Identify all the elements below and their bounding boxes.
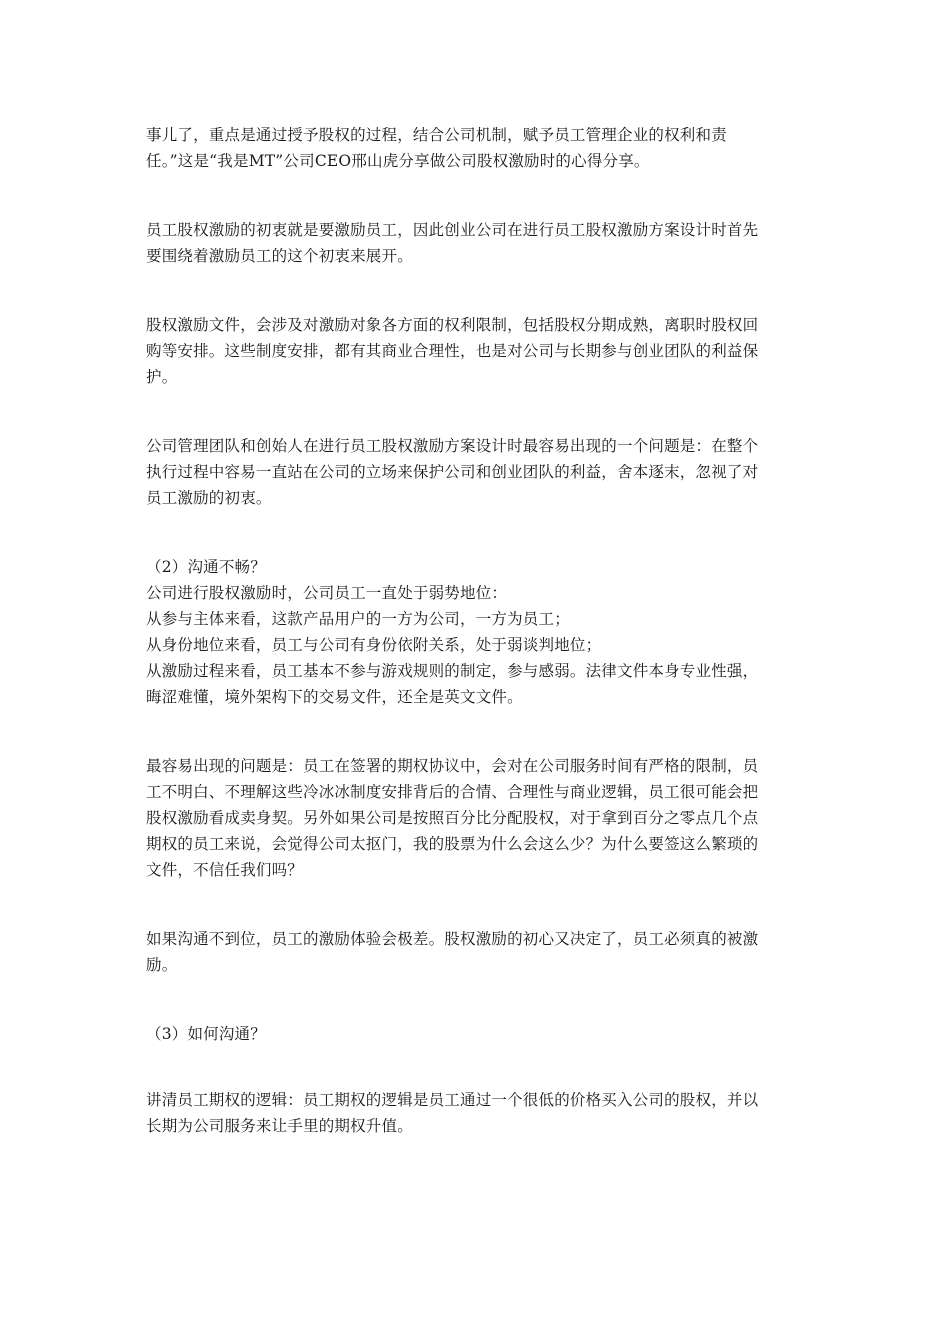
text-line: 长期为公司服务来让手里的期权升值。	[146, 1117, 413, 1135]
section-heading: （3）如何沟通？	[146, 1025, 266, 1043]
document-body	[146, 122, 808, 1139]
paragraph-3	[146, 312, 808, 390]
text-line: 股权激励看成卖身契。另外如果公司是按照百分比分配股权，对于拿到百分之零点几个点	[146, 809, 759, 827]
paragraph-5	[146, 554, 808, 710]
text-line: 如果沟通不到位，员工的激励体验会极差。股权激励的初心又决定了，员工必须真的被激	[146, 930, 759, 948]
text-line: 执行过程中容易一直站在公司的立场来保护公司和创业团队的利益，舍本逐末，忽视了对	[146, 463, 759, 481]
text-line: 股权激励文件，会涉及对激励对象各方面的权利限制，包括股权分期成熟，离职时股权回	[146, 316, 759, 334]
paragraph-6	[146, 753, 808, 883]
text-line: 从身份地位来看，员工与公司有身份依附关系，处于弱谈判地位；	[146, 636, 602, 654]
text-line: 事儿了，重点是通过授予股权的过程，结合公司机制，赋予员工管理企业的权利和责	[146, 126, 727, 144]
text-line: 护。	[146, 368, 178, 386]
paragraph-7	[146, 926, 808, 978]
paragraph-1	[146, 122, 808, 174]
text-line: 员工股权激励的初衷就是要激励员工，因此创业公司在进行员工股权激励方案设计时首先	[146, 221, 759, 239]
text-line: 员工激励的初衷。	[146, 489, 272, 507]
text-line: 工不明白、不理解这些冷冰冰制度安排背后的合情、合理性与商业逻辑，员工很可能会把	[146, 783, 759, 801]
text-line: 要围绕着激励员工的这个初衷来展开。	[146, 247, 413, 265]
text-line: 文件，不信任我们吗？	[146, 861, 304, 879]
text-line: 最容易出现的问题是：员工在签署的期权协议中，会对在公司服务时间有严格的限制，员	[146, 757, 759, 775]
text-line: 励。	[146, 956, 178, 974]
text-line: 购等安排。这些制度安排，都有其商业合理性，也是对公司与长期参与创业团队的利益保	[146, 342, 759, 360]
text-line: 讲清员工期权的逻辑：员工期权的逻辑是员工通过一个很低的价格买入公司的股权，并以	[146, 1091, 759, 1109]
text-line: 晦涩难懂，境外架构下的交易文件，还全是英文文件。	[146, 688, 523, 706]
text-line: 从激励过程来看，员工基本不参与游戏规则的制定，参与感弱。法律文件本身专业性强，	[146, 662, 759, 680]
text-line: 期权的员工来说，会觉得公司太抠门，我的股票为什么会这么少？为什么要签这么繁琐的	[146, 835, 759, 853]
text-line: 公司管理团队和创始人在进行员工股权激励方案设计时最容易出现的一个问题是：在整个	[146, 437, 759, 455]
section-heading: （2）沟通不畅？	[146, 558, 266, 576]
text-line: 任。”这是“我是MT”公司CEO邢山虎分享做公司股权激励时的心得分享。	[146, 152, 650, 170]
paragraph-2	[146, 217, 808, 269]
paragraph-9	[146, 1087, 808, 1139]
paragraph-8	[146, 1021, 808, 1047]
text-line: 从参与主体来看，这款产品用户的一方为公司，一方为员工；	[146, 610, 570, 628]
paragraph-4	[146, 433, 808, 511]
text-line: 公司进行股权激励时，公司员工一直处于弱势地位：	[146, 584, 508, 602]
